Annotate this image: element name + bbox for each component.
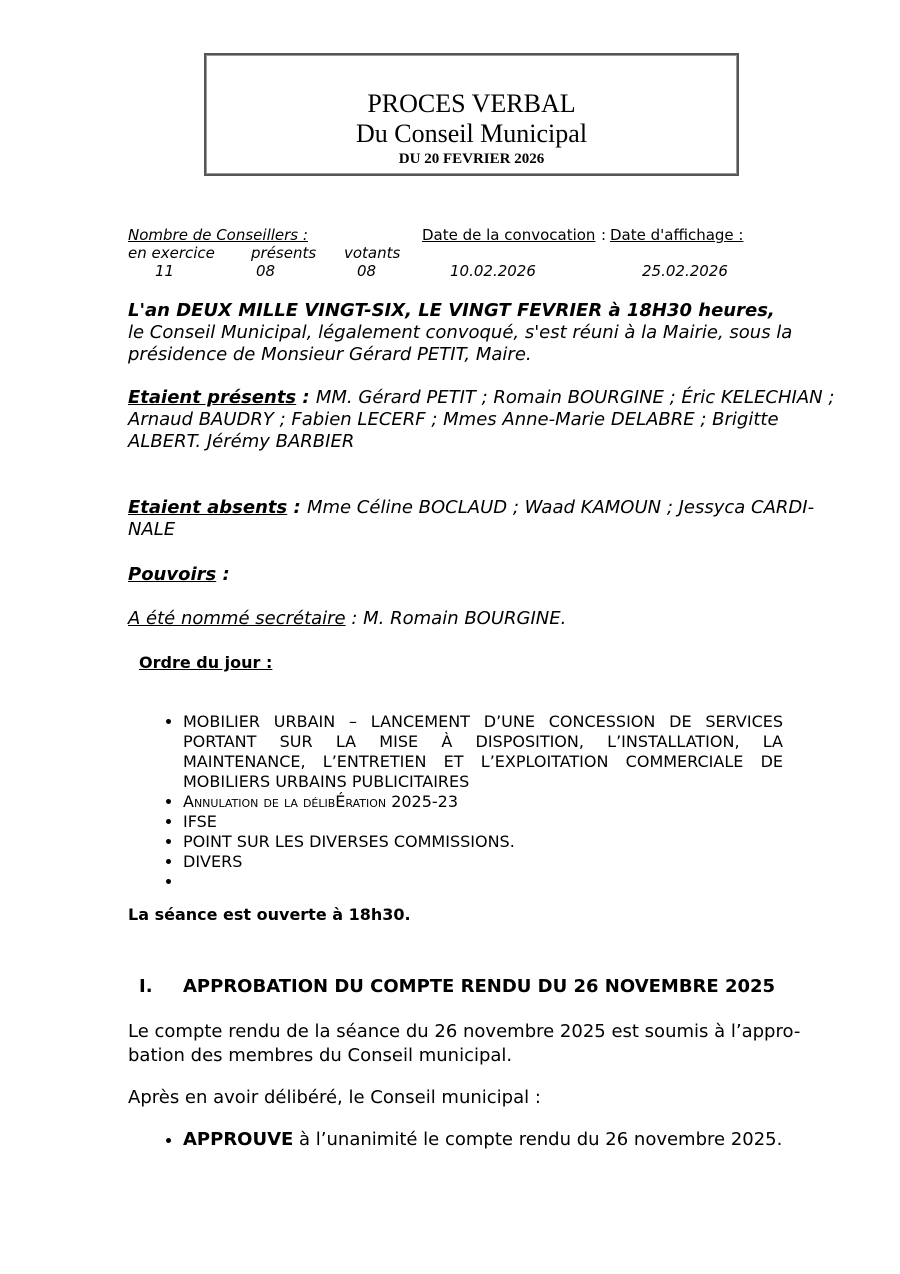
agenda-item: • POINT SUR LES DIVERSES COMMISSIONS. — [183, 832, 783, 852]
presents-label: Etaient présents — [128, 387, 297, 408]
agenda-title: Ordre du jour : — [139, 653, 273, 672]
meeting-date: DU 20 FEVRIER 2026 — [398, 151, 545, 167]
pouvoirs-label: Pouvoirs — [128, 564, 217, 585]
agenda-item: • IFSE — [183, 812, 783, 832]
document-subtitle: Du Conseil Municipal — [355, 119, 588, 148]
presents-list: MM. Gérard PETIT ; Romain BOURGINE ; Éric KELECHIAN ; Arnaud BAUDRY ; Fabien LECERF ; Mmes Anne-Marie DELABRE ; Brigitte ALBERT. Jérémy BARBIER — [128, 387, 835, 452]
value-votants: 08 — [357, 262, 377, 280]
value-date-convocation: 10.02.2026 — [450, 262, 536, 280]
decision-text: à l’unanimité le compte rendu du 26 novembre 2025. — [293, 1129, 783, 1150]
label-en-exercice: en exercice — [128, 244, 215, 262]
secretaire-label: A été nommé secrétaire — [128, 608, 346, 629]
title-box — [204, 53, 739, 176]
label-date-affichage: Date d'affichage : — [610, 226, 744, 244]
agenda-item: • Annulation de la délibÉration 2025-23 — [183, 792, 783, 812]
absents-list: Mme Céline BOCLAUD ; Waad KAMOUN ; Jessyca CARDI-NALE — [128, 497, 815, 540]
section-title: APPROBATION DU COMPTE RENDU DU 26 NOVEMBRE 2025 — [183, 976, 776, 997]
secretaire-name: : M. Romain BOURGINE. — [345, 608, 567, 629]
document-title: PROCES VERBAL — [367, 89, 576, 118]
agenda-item: • MOBILIER URBAIN – LANCEMENT D’UNE CONCESSION DE SERVICES PORTANT SUR LA MISE À DISPOSITION, L’INSTALLATION, LA MAINTENANCE, L’ENTRETIEN ET L’EXPLOITATION COMMERCIALE DE MOBILIERS URBAINS PUBLICITAIRES — [183, 712, 783, 792]
intro-text: le Conseil Municipal, légalement convoqué, s'est réuni à la Mairie, sous la présidence de Monsieur Gérard PETIT, Maire. — [128, 322, 793, 365]
label-votants: votants — [344, 244, 401, 262]
absents-label: Etaient absents — [128, 497, 288, 518]
agenda-list — [128, 712, 783, 892]
pouvoirs-paragraph — [128, 564, 840, 586]
presents-paragraph — [128, 387, 840, 453]
intro-paragraph — [128, 300, 840, 366]
presents-separator: : — [296, 387, 316, 408]
label-nombre-conseillers: Nombre de Conseillers : — [128, 226, 308, 244]
decision-verb: APPROUVE — [183, 1129, 294, 1150]
secretaire-paragraph — [128, 608, 840, 630]
label-presents: présents — [251, 244, 317, 262]
label-date-convocation: Date de la convocation — [422, 226, 596, 244]
section-paragraph-1: Le compte rendu de la séance du 26 novembre 2025 est soumis à l’appro-bation des membres du Conseil municipal. — [128, 1021, 801, 1066]
section-paragraph-2: Après en avoir délibéré, le Conseil municipal : — [128, 1087, 541, 1108]
agenda-item: • DIVERS — [183, 852, 783, 872]
value-date-affichage: 25.02.2026 — [642, 262, 728, 280]
decision-item — [183, 1128, 823, 1152]
intro-lead: L'an DEUX MILLE VINGT-SIX, LE VINGT FEVRIER à 18H30 heures, — [128, 300, 775, 321]
decision-list — [128, 1128, 823, 1152]
agenda-item — [183, 872, 783, 892]
colon-separator: : — [601, 226, 607, 244]
section-number: I. — [139, 976, 153, 997]
value-presents: 08 — [256, 262, 276, 280]
absents-separator: : — [287, 497, 307, 518]
absents-paragraph — [128, 497, 840, 541]
value-en-exercice: 11 — [155, 262, 175, 280]
opening-line: La séance est ouverte à 18h30. — [128, 905, 411, 924]
pouvoirs-separator: : — [216, 564, 230, 585]
